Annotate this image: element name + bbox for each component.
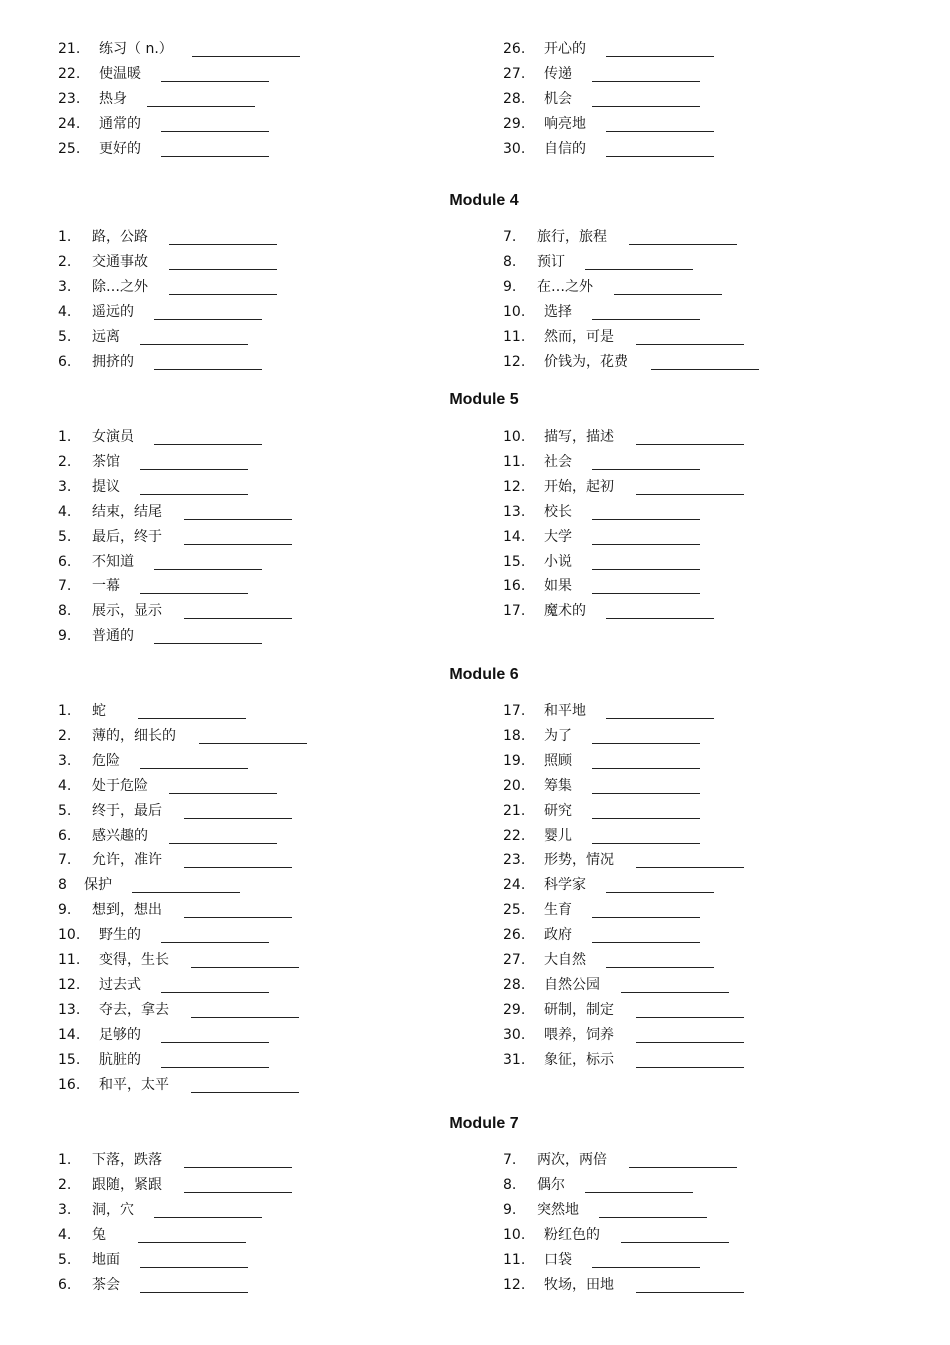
item-number: 4. xyxy=(58,503,72,520)
item-number: 11. xyxy=(503,328,526,345)
item-number: 12. xyxy=(503,1276,526,1293)
answer-blank[interactable] xyxy=(140,1249,248,1268)
answer-blank[interactable] xyxy=(154,426,262,445)
answer-blank[interactable] xyxy=(154,1199,262,1218)
answer-blank[interactable] xyxy=(184,526,292,545)
item-chinese: 终于，最后 xyxy=(92,802,162,819)
item-number: 28. xyxy=(503,976,526,993)
item-number: 3. xyxy=(58,752,72,769)
item-chinese: 象征，标示 xyxy=(544,1051,614,1068)
item-number: 13. xyxy=(58,1001,81,1018)
item-chinese: 保护 xyxy=(84,877,112,894)
item-number: 27. xyxy=(503,65,526,82)
item-chinese: 处于危险 xyxy=(92,777,148,794)
item-number: 19. xyxy=(503,752,526,769)
answer-blank[interactable] xyxy=(140,575,248,594)
item-number: 16. xyxy=(58,1076,81,1093)
answer-blank[interactable] xyxy=(192,38,300,57)
answer-blank[interactable] xyxy=(140,476,248,495)
item-number: 9. xyxy=(503,278,517,295)
item-chinese: 茶会 xyxy=(92,1276,120,1293)
answer-blank[interactable] xyxy=(184,1174,292,1193)
item-chinese: 传递 xyxy=(544,65,572,82)
item-number: 1. xyxy=(58,1152,72,1168)
answer-blank[interactable] xyxy=(161,1049,269,1068)
item-number: 10. xyxy=(503,1226,526,1243)
item-chinese: 牧场，田地 xyxy=(544,1276,614,1293)
item-number: 15. xyxy=(503,553,526,570)
item-chinese: 使温暖 xyxy=(99,65,141,82)
item-number: 1. xyxy=(58,429,72,445)
item-chinese: 大学 xyxy=(544,528,572,545)
item-chinese: 校长 xyxy=(544,503,572,520)
answer-blank[interactable] xyxy=(161,974,269,993)
answer-blank[interactable] xyxy=(592,451,700,470)
item-number: 22. xyxy=(58,65,81,82)
item-number: 27. xyxy=(503,952,526,968)
item-chinese: 蛇 xyxy=(92,703,106,719)
answer-blank[interactable] xyxy=(154,301,262,320)
item-number: 2. xyxy=(58,253,72,270)
item-number: 5. xyxy=(58,802,72,819)
answer-blank[interactable] xyxy=(161,113,269,132)
item-number: 12. xyxy=(503,478,526,495)
item-number: 9. xyxy=(58,628,72,645)
module-title: Module 5 xyxy=(449,391,519,408)
item-number: 9. xyxy=(58,902,72,919)
item-chinese: 提议 xyxy=(92,478,120,495)
item-chinese: 小说 xyxy=(544,553,572,570)
item-number: 6. xyxy=(58,827,72,844)
item-number: 11. xyxy=(503,453,526,470)
answer-blank[interactable] xyxy=(621,1224,729,1243)
item-chinese: 野生的 xyxy=(99,927,141,944)
item-chinese: 兔 xyxy=(92,1226,106,1243)
item-chinese: 价钱为，花费 xyxy=(544,353,628,370)
item-number: 6. xyxy=(58,353,72,370)
answer-blank[interactable] xyxy=(651,351,759,370)
answer-blank[interactable] xyxy=(140,1274,248,1293)
item-chinese: 跟随，紧跟 xyxy=(92,1176,162,1193)
item-chinese: 普通的 xyxy=(92,628,134,645)
item-chinese: 足够的 xyxy=(99,1026,141,1043)
item-chinese: 响亮地 xyxy=(544,115,586,132)
answer-blank[interactable] xyxy=(636,476,744,495)
answer-blank[interactable] xyxy=(606,700,714,719)
item-chinese: 危险 xyxy=(92,752,120,769)
item-number: 26. xyxy=(503,927,526,944)
item-number: 10. xyxy=(503,303,526,320)
answer-blank[interactable] xyxy=(154,625,262,644)
item-number: 7. xyxy=(58,578,72,595)
answer-blank[interactable] xyxy=(161,63,269,82)
item-chinese: 魔术的 xyxy=(544,603,586,620)
answer-blank[interactable] xyxy=(161,924,269,943)
item-number: 1. xyxy=(58,229,72,245)
item-number: 25. xyxy=(503,902,526,919)
answer-blank[interactable] xyxy=(636,999,744,1018)
item-chinese: 和平地 xyxy=(544,703,586,719)
answer-blank[interactable] xyxy=(585,1174,693,1193)
answer-blank[interactable] xyxy=(606,113,714,132)
answer-blank[interactable] xyxy=(169,775,277,794)
item-chinese: 偶尔 xyxy=(537,1176,565,1193)
item-chinese: 肮脏的 xyxy=(99,1051,141,1068)
item-chinese: 允许，准许 xyxy=(92,852,162,869)
answer-blank[interactable] xyxy=(636,1274,744,1293)
answer-blank[interactable] xyxy=(636,1049,744,1068)
item-number: 29. xyxy=(503,115,526,132)
module-title: Module 6 xyxy=(449,666,519,683)
module-title: Module 7 xyxy=(449,1115,519,1132)
item-number: 8. xyxy=(503,253,517,270)
item-number: 2. xyxy=(58,453,72,470)
answer-blank[interactable] xyxy=(184,501,292,520)
item-number: 1. xyxy=(58,703,72,719)
answer-blank[interactable] xyxy=(140,451,248,470)
item-number: 25. xyxy=(58,140,81,157)
answer-blank[interactable] xyxy=(629,226,737,245)
item-number: 8 xyxy=(58,877,67,894)
item-number: 28. xyxy=(503,90,526,107)
item-chinese: 预订 xyxy=(537,253,565,270)
answer-blank[interactable] xyxy=(592,63,700,82)
item-chinese: 婴儿 xyxy=(544,827,572,844)
item-number: 11. xyxy=(58,952,81,968)
answer-blank[interactable] xyxy=(606,138,714,157)
item-number: 30. xyxy=(503,1026,526,1043)
item-number: 3. xyxy=(58,1201,72,1218)
item-chinese: 远离 xyxy=(92,328,120,345)
answer-blank[interactable] xyxy=(592,800,700,819)
answer-blank[interactable] xyxy=(161,1024,269,1043)
item-number: 15. xyxy=(58,1051,81,1068)
item-number: 3. xyxy=(58,278,72,295)
answer-blank[interactable] xyxy=(592,301,700,320)
item-number: 23. xyxy=(58,90,81,107)
item-number: 3. xyxy=(58,478,72,495)
item-chinese: 不知道 xyxy=(92,553,134,570)
item-chinese: 过去式 xyxy=(99,976,141,993)
item-chinese: 生育 xyxy=(544,902,572,919)
item-number: 12. xyxy=(503,353,526,370)
item-number: 22. xyxy=(503,827,526,844)
item-chinese: 机会 xyxy=(544,90,572,107)
answer-blank[interactable] xyxy=(154,551,262,570)
answer-blank[interactable] xyxy=(169,825,277,844)
answer-blank[interactable] xyxy=(138,700,246,719)
item-chinese: 热身 xyxy=(99,90,127,107)
item-chinese: 喂养，饲养 xyxy=(544,1026,614,1043)
item-chinese: 旅行，旅程 xyxy=(537,229,607,245)
item-number: 17. xyxy=(503,603,526,620)
answer-blank[interactable] xyxy=(621,974,729,993)
answer-blank[interactable] xyxy=(606,874,714,893)
answer-blank[interactable] xyxy=(599,1199,707,1218)
answer-blank[interactable] xyxy=(184,1149,292,1168)
item-chinese: 自然公园 xyxy=(544,976,600,993)
answer-blank[interactable] xyxy=(140,750,248,769)
answer-blank[interactable] xyxy=(585,251,693,270)
answer-blank[interactable] xyxy=(199,725,307,744)
item-chinese: 一幕 xyxy=(92,578,120,595)
answer-blank[interactable] xyxy=(169,251,277,270)
answer-blank[interactable] xyxy=(132,874,240,893)
item-chinese: 两次，两倍 xyxy=(537,1152,607,1168)
answer-blank[interactable] xyxy=(147,88,255,107)
answer-blank[interactable] xyxy=(140,326,248,345)
item-chinese: 茶馆 xyxy=(92,453,120,470)
answer-blank[interactable] xyxy=(592,1249,700,1268)
item-number: 4. xyxy=(58,303,72,320)
answer-blank[interactable] xyxy=(161,138,269,157)
item-number: 20. xyxy=(503,777,526,794)
item-number: 14. xyxy=(58,1026,81,1043)
item-number: 10. xyxy=(58,927,81,944)
item-chinese: 筹集 xyxy=(544,777,572,794)
answer-blank[interactable] xyxy=(614,276,722,295)
answer-blank[interactable] xyxy=(191,999,299,1018)
item-chinese: 如果 xyxy=(544,578,572,595)
item-chinese: 除…之外 xyxy=(92,278,148,295)
item-chinese: 最后，终于 xyxy=(92,528,162,545)
item-chinese: 薄的，细长的 xyxy=(92,727,176,744)
item-chinese: 在…之外 xyxy=(537,278,593,295)
answer-blank[interactable] xyxy=(592,575,700,594)
item-chinese: 突然地 xyxy=(537,1201,579,1218)
answer-blank[interactable] xyxy=(606,600,714,619)
item-chinese: 选择 xyxy=(544,303,572,320)
answer-blank[interactable] xyxy=(592,750,700,769)
item-chinese: 想到，想出 xyxy=(92,902,162,919)
item-number: 4. xyxy=(58,1226,72,1243)
item-chinese: 路，公路 xyxy=(92,229,148,245)
item-number: 16. xyxy=(503,578,526,595)
answer-blank[interactable] xyxy=(169,226,277,245)
item-chinese: 感兴趣的 xyxy=(92,827,148,844)
item-chinese: 女演员 xyxy=(92,429,134,445)
item-chinese: 形势，情况 xyxy=(544,852,614,869)
item-number: 6. xyxy=(58,1276,72,1293)
answer-blank[interactable] xyxy=(606,949,714,968)
answer-blank[interactable] xyxy=(592,924,700,943)
answer-blank[interactable] xyxy=(184,849,292,868)
item-chinese: 展示，显示 xyxy=(92,603,162,620)
item-chinese: 研究 xyxy=(544,802,572,819)
item-number: 12. xyxy=(58,976,81,993)
answer-blank[interactable] xyxy=(191,1074,299,1093)
answer-blank[interactable] xyxy=(592,825,700,844)
item-chinese: 和平，太平 xyxy=(99,1076,169,1093)
item-number: 9. xyxy=(503,1201,517,1218)
answer-blank[interactable] xyxy=(184,800,292,819)
item-chinese: 科学家 xyxy=(544,877,586,894)
answer-blank[interactable] xyxy=(636,426,744,445)
item-number: 7. xyxy=(503,229,517,245)
item-chinese: 描写，描述 xyxy=(544,429,614,445)
answer-blank[interactable] xyxy=(191,949,299,968)
item-number: 10. xyxy=(503,429,526,445)
item-number: 8. xyxy=(503,1176,517,1193)
answer-blank[interactable] xyxy=(138,1224,246,1243)
item-chinese: 变得，生长 xyxy=(99,952,169,968)
item-chinese: 更好的 xyxy=(99,140,141,157)
item-chinese: 为了 xyxy=(544,727,572,744)
item-chinese: 研制，制定 xyxy=(544,1001,614,1018)
item-number: 13. xyxy=(503,503,526,520)
item-chinese: 通常的 xyxy=(99,115,141,132)
item-number: 6. xyxy=(58,553,72,570)
item-number: 7. xyxy=(58,852,72,869)
item-chinese: 粉红色的 xyxy=(544,1226,600,1243)
item-chinese: 大自然 xyxy=(544,952,586,968)
item-chinese: 开心的 xyxy=(544,41,586,57)
answer-blank[interactable] xyxy=(636,326,744,345)
item-chinese: 交通事故 xyxy=(92,253,148,270)
item-chinese: 拥挤的 xyxy=(92,353,134,370)
item-number: 14. xyxy=(503,528,526,545)
item-number: 21. xyxy=(503,802,526,819)
item-number: 17. xyxy=(503,703,526,719)
item-chinese: 地面 xyxy=(92,1251,120,1268)
item-chinese: 下落，跌落 xyxy=(92,1152,162,1168)
answer-blank[interactable] xyxy=(606,38,714,57)
item-chinese: 政府 xyxy=(544,927,572,944)
item-chinese: 自信的 xyxy=(544,140,586,157)
item-number: 21. xyxy=(58,41,81,57)
answer-blank[interactable] xyxy=(636,1024,744,1043)
item-number: 30. xyxy=(503,140,526,157)
item-chinese: 洞，穴 xyxy=(92,1201,134,1218)
item-number: 31. xyxy=(503,1051,526,1068)
item-chinese: 照顾 xyxy=(544,752,572,769)
item-number: 24. xyxy=(503,877,526,894)
item-chinese: 结束，结尾 xyxy=(92,503,162,520)
answer-blank[interactable] xyxy=(592,551,700,570)
item-chinese: 开始，起初 xyxy=(544,478,614,495)
item-number: 29. xyxy=(503,1001,526,1018)
item-number: 8. xyxy=(58,603,72,620)
answer-blank[interactable] xyxy=(592,88,700,107)
item-number: 11. xyxy=(503,1251,526,1268)
answer-blank[interactable] xyxy=(169,276,277,295)
item-number: 18. xyxy=(503,727,526,744)
item-chinese: 遥远的 xyxy=(92,303,134,320)
item-number: 2. xyxy=(58,1176,72,1193)
item-chinese: 然而，可是 xyxy=(544,328,614,345)
item-number: 4. xyxy=(58,777,72,794)
answer-blank[interactable] xyxy=(592,899,700,918)
item-number: 24. xyxy=(58,115,81,132)
answer-blank[interactable] xyxy=(629,1149,737,1168)
answer-blank[interactable] xyxy=(592,501,700,520)
item-chinese: 练习（ n.） xyxy=(99,41,173,57)
item-number: 26. xyxy=(503,41,526,57)
item-chinese: 社会 xyxy=(544,453,572,470)
item-number: 23. xyxy=(503,852,526,869)
item-number: 2. xyxy=(58,727,72,744)
item-number: 5. xyxy=(58,1251,72,1268)
module-title: Module 4 xyxy=(449,192,519,209)
answer-blank[interactable] xyxy=(184,600,292,619)
answer-blank[interactable] xyxy=(592,775,700,794)
item-number: 5. xyxy=(58,528,72,545)
item-chinese: 夺去，拿去 xyxy=(99,1001,169,1018)
answer-blank[interactable] xyxy=(592,526,700,545)
answer-blank[interactable] xyxy=(154,351,262,370)
item-chinese: 口袋 xyxy=(544,1251,572,1268)
item-number: 7. xyxy=(503,1152,517,1168)
answer-blank[interactable] xyxy=(636,849,744,868)
item-number: 5. xyxy=(58,328,72,345)
answer-blank[interactable] xyxy=(184,899,292,918)
answer-blank[interactable] xyxy=(592,725,700,744)
